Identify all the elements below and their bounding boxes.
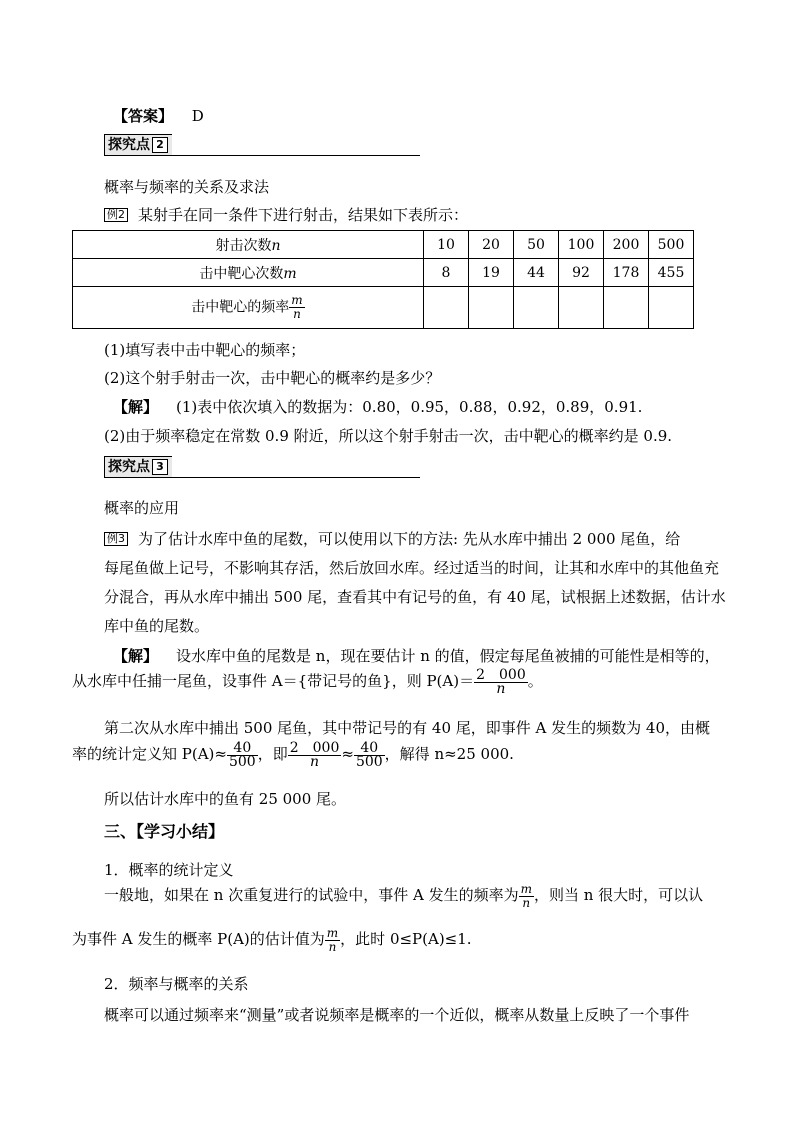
example-3-solution-line: 从水库中任捕一尾鱼，设事件 A＝{带记号的鱼}，则 P(A)＝ $\frac{2 000}{n}$ 。 (72, 666, 543, 697)
table-cell: 455 (649, 259, 694, 287)
table-cell: 19 (469, 259, 514, 287)
table-cell-empty (469, 287, 514, 329)
section-number: 2 (152, 137, 168, 153)
solution-label: 【解】 (113, 398, 159, 416)
example-3-solution-line: 率的统计定义知 P(A)≈ $\frac{40}{500}$ ，即 $\frac{2 000}{n}$ ≈ $\frac{40}{500}$ ，解得 n≈25 000. (72, 739, 514, 770)
table-cell-empty (604, 287, 649, 329)
example-2-text: 某射手在同一条件下进行射击，结果如下表所示： (138, 206, 469, 224)
summary-point-1-title: 1．概率的统计定义 (104, 861, 234, 879)
table-cell: 20 (469, 231, 514, 259)
answer-value: D (191, 107, 204, 125)
row-header-shots: 射击次数n (73, 231, 424, 259)
table-row (73, 231, 694, 259)
question-1: (1)填写表中击中靶心的频率； (104, 341, 306, 359)
summary-heading: 三、【学习小结】 (104, 822, 225, 841)
example-3-line: 分混合，再从水库中捕出 500 尾，查看其中有记号的鱼，有 40 尾，试根据上述数据，估计水 (104, 588, 726, 606)
table-cell-empty (424, 287, 469, 329)
answer-line (113, 106, 204, 126)
example-2-label: 例2 (104, 208, 128, 222)
example-2-prompt (104, 205, 468, 225)
table-cell: 100 (559, 231, 604, 259)
section-header-2 (104, 134, 420, 156)
table-cell: 44 (514, 259, 559, 287)
solution-1: 【解】 (1)表中依次填入的数据为：0.80，0.95，0.88，0.92，0.89，0.91. (113, 398, 643, 416)
example-3-solution-line: 【解】 设水库中鱼的尾数是 n，现在要估计 n 的值，假定每尾鱼被捕的可能性是相等的， (113, 647, 720, 665)
table-cell: 178 (604, 259, 649, 287)
solution-2: (2)由于频率稳定在常数 0.9 附近，所以这个射手射击一次，击中靶心的概率约是 0.9. (104, 427, 673, 445)
section-rule (104, 477, 420, 478)
summary-point-2-title: 2．频率与概率的关系 (104, 975, 249, 993)
answer-label: 【答案】 (113, 107, 174, 125)
section-rule (104, 155, 420, 156)
table-row (73, 287, 694, 329)
row-header-hits: 击中靶心次数m (73, 259, 424, 287)
section-header-3 (104, 456, 420, 478)
row-header-frequency: 击中靶心的频率 $\frac{m}{n}$ (73, 287, 424, 329)
table-cell-empty (514, 287, 559, 329)
table-row (73, 259, 694, 287)
table-cell: 50 (514, 231, 559, 259)
section-tag: 探究点 3 (104, 456, 172, 478)
shooting-table (72, 230, 694, 329)
table-cell: 200 (604, 231, 649, 259)
example-3-line: 库中鱼的尾数。 (104, 617, 210, 635)
section-title-2: 概率与频率的关系及求法 (104, 178, 270, 196)
summary-point-1-line: 一般地，如果在 n 次重复进行的试验中，事件 A 发生的频率为 $\frac{m}{n}$ ，则当 n 很大时，可以认 (104, 881, 704, 910)
question-2: (2)这个射手射击一次，击中靶心的概率约是多少？ (104, 369, 441, 387)
solution-label: 【解】 (113, 647, 159, 665)
example-3-conclusion: 所以估计水库中的鱼有 25 000 尾。 (104, 790, 347, 808)
example-3-line: 每尾鱼做上记号，不影响其存活，然后放回水库。经过适当的时间，让其和水库中的其他鱼充 (104, 559, 720, 577)
table-cell-empty (559, 287, 604, 329)
section-title-3: 概率的应用 (104, 499, 180, 517)
example-3-label: 例3 (104, 532, 128, 546)
table-cell: 92 (559, 259, 604, 287)
table-cell: 500 (649, 231, 694, 259)
example-3-line: 例3 为了估计水库中鱼的尾数，可以使用以下的方法: 先从水库中捕出 2 000 尾鱼，给 (104, 529, 680, 549)
table-cell: 10 (424, 231, 469, 259)
table-cell: 8 (424, 259, 469, 287)
summary-point-1-line: 为事件 A 发生的概率 P(A)的估计值为 $\frac{m}{n}$ ，此时 0≤P(A)≤1. (72, 925, 472, 954)
section-number: 3 (152, 459, 168, 475)
summary-point-2-line: 概率可以通过频率来“测量”或者说频率是概率的一个近似，概率从数量上反映了一个事件 (104, 1006, 690, 1024)
table-cell-empty (649, 287, 694, 329)
example-3-solution-line: 第二次从水库中捕出 500 尾鱼，其中带记号的有 40 尾，即事件 A 发生的频数为 40，由概 (104, 719, 711, 737)
section-tag: 探究点 2 (104, 134, 172, 156)
